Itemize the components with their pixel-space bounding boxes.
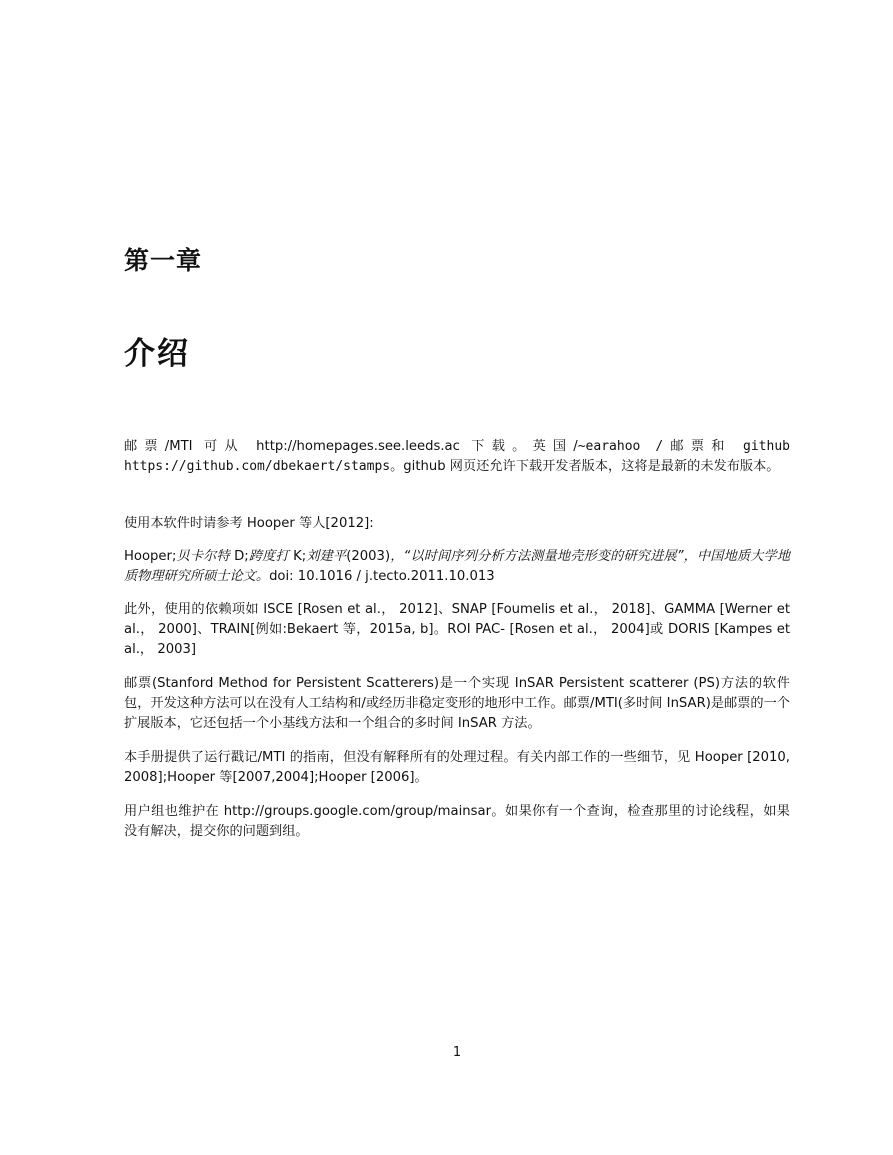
reference-title: ，“以时间序列分析方法测量地壳形变的研究进展”，中国地质大学地质物理研究所硕士论文。	[124, 549, 791, 584]
reference-doi: doi: 10.1016 / j.tecto.2011.10.013	[269, 569, 495, 584]
reference-author-2: 贝卡尔特	[176, 549, 230, 564]
paragraph-cite-intro: 使用本软件时请参考 Hooper 等人[2012]:	[124, 516, 374, 531]
paragraph-reference	[124, 547, 790, 587]
download-text-2: 邮票和	[663, 439, 744, 454]
reference-initial-2: K;	[288, 549, 307, 564]
body-text	[124, 437, 790, 842]
reference-author-4: 刘建平	[306, 549, 347, 564]
download-mono-1: ~earahoo /	[577, 439, 664, 454]
page-number: 1	[452, 1045, 462, 1060]
document-page	[124, 0, 790, 1155]
reference-author-3: 跨度打	[248, 549, 289, 564]
github-url: github https://github.com/dbekaert/stamps	[124, 439, 790, 474]
paragraph-manual: 本手册提供了运行戳记/MTI 的指南，但没有解释所有的处理过程。有关内部工作的一些细节，见 Hooper [2010, 2008];Hooper 等[2007,2004];Hooper [2006]。	[124, 750, 790, 785]
reference-initial-1: D;	[229, 549, 249, 564]
paragraph-user-group: 用户组也维护在 http://groups.google.com/group/mainsar。如果你有一个查询，检查那里的讨论线程，如果没有解决，提交你的问题到组。	[124, 804, 790, 839]
reference-author-1: Hooper;	[124, 549, 177, 564]
chapter-label: 第一章	[124, 246, 203, 275]
paragraph-dependencies: 此外，使用的依赖项如 ISCE [Rosen et al.， 2012]、SNAP [Foumelis et al.， 2018]、GAMMA [Werner et al.， 2000]、TRAIN[例如:Bekaert 等，2015a, b]。ROI PAC- [Rosen et al.， 2004]或 DORIS [Kampes et al.， 2003]	[124, 602, 790, 657]
paragraph-download	[124, 437, 790, 477]
reference-year: (2003)	[346, 549, 391, 564]
download-text-3: 。github 网页还允许下载开发者版本，这将是最新的未发布版本。	[390, 459, 780, 474]
download-text-1: 邮票/MTI 可从 http://homepages.see.leeds.ac 下载。英国/	[124, 439, 578, 454]
paragraph-stamps-description: 邮票(Stanford Method for Persistent Scatterers)是一个实现 InSAR Persistent scatterer (PS)方法的软件包，开发这种方法可以在没有人工结构和/或经历非稳定变形的地形中工作。邮票/MTI(多时间 InSAR)是邮票的一个扩展版本，它还包括一个小基线方法和一个组合的多时间 InSAR 方法。	[124, 676, 790, 731]
chapter-title: 介绍	[124, 336, 190, 372]
